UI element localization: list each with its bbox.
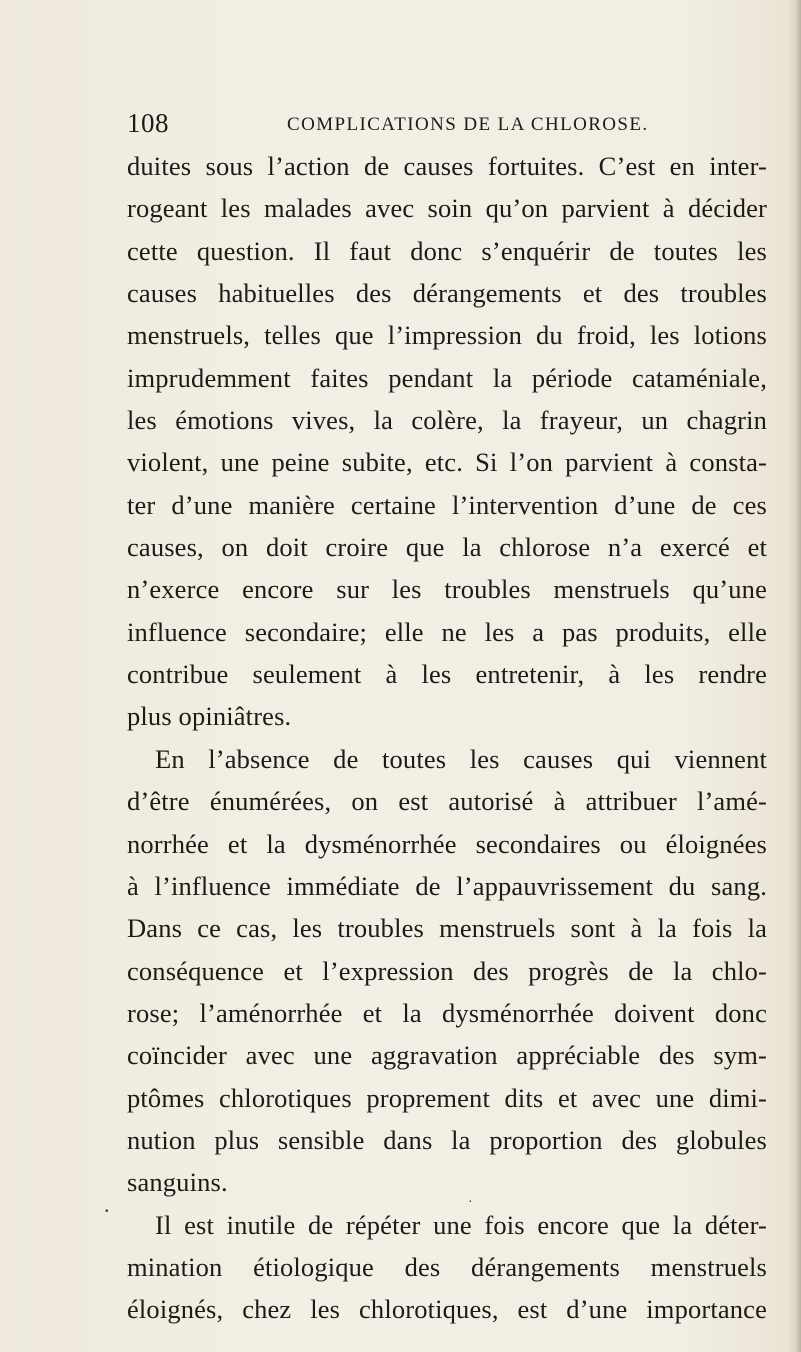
text-line: mination étiologique des dérangements menstruels xyxy=(127,1251,767,1282)
paragraph-end-line: sanguins. xyxy=(127,1167,228,1198)
paragraph-start-line: Il est inutile de répéter une fois encore que la déter- xyxy=(155,1209,767,1240)
text-line: duites sous l’action de causes fortuites. C’est en inter- xyxy=(127,151,767,181)
text-line: rose; l’aménorrhée et la dysménorrhée doivent donc xyxy=(127,997,767,1028)
text-line: influence secondaire; elle ne les a pas produits, elle xyxy=(127,616,767,647)
text-line: nution plus sensible dans la proportion des globules xyxy=(127,1124,767,1155)
text-line: n’exerce encore sur les troubles menstruels qu’une xyxy=(127,574,767,605)
text-line: violent, une peine subite, etc. Si l’on parvient à consta- xyxy=(127,447,767,478)
text-line: menstruels, telles que l’impression du froid, les lotions xyxy=(127,320,767,351)
text-line: imprudemment faites pendant la période cataméniale, xyxy=(127,362,767,393)
paragraph-end-line: plus opiniâtres. xyxy=(127,701,292,732)
running-head: COMPLICATIONS DE LA CHLOROSE. xyxy=(287,114,649,135)
text-line: Dans ce cas, les troubles menstruels sont à la fois la xyxy=(127,913,767,944)
text-line: coïncider avec une aggravation appréciable des sym- xyxy=(127,1040,767,1071)
text-line: contribue seulement à les entretenir, à les rendre xyxy=(127,659,767,690)
stray-dot-mark: . xyxy=(104,1192,110,1217)
page-header xyxy=(127,108,687,142)
text-line: les émotions vives, la colère, la frayeur, un chagrin xyxy=(127,405,767,436)
text-line: d’être énumérées, on est autorisé à attribuer l’amé- xyxy=(127,786,767,817)
text-line: éloignés, chez les chlorotiques, est d’une importance xyxy=(127,1294,767,1325)
text-line: à l’influence immédiate de l’appauvrissement du sang. xyxy=(127,870,767,901)
text-line: ter d’une manière certaine l’intervention d’une de ces xyxy=(127,489,767,520)
stray-dot-mark: · xyxy=(468,1195,473,1210)
page-edge-shadow xyxy=(787,0,801,1352)
body-text xyxy=(127,145,767,1331)
text-line: norrhée et la dysménorrhée secondaires ou éloignées xyxy=(127,828,767,859)
text-line: conséquence et l’expression des progrès de la chlo- xyxy=(127,955,767,986)
text-line: causes habituelles des dérangements et des troubles xyxy=(127,278,767,309)
page-number: 108 xyxy=(127,108,169,138)
text-line: cette question. Il faut donc s’enquérir de toutes les xyxy=(127,235,767,266)
text-line: rogeant les malades avec soin qu’on parvient à décider xyxy=(127,193,767,224)
text-line: causes, on doit croire que la chlorose n’a exercé et xyxy=(127,532,767,563)
text-line: ptômes chlorotiques proprement dits et avec une dimi- xyxy=(127,1082,767,1113)
paragraph-start-line: En l’absence de toutes les causes qui viennent xyxy=(155,743,767,774)
